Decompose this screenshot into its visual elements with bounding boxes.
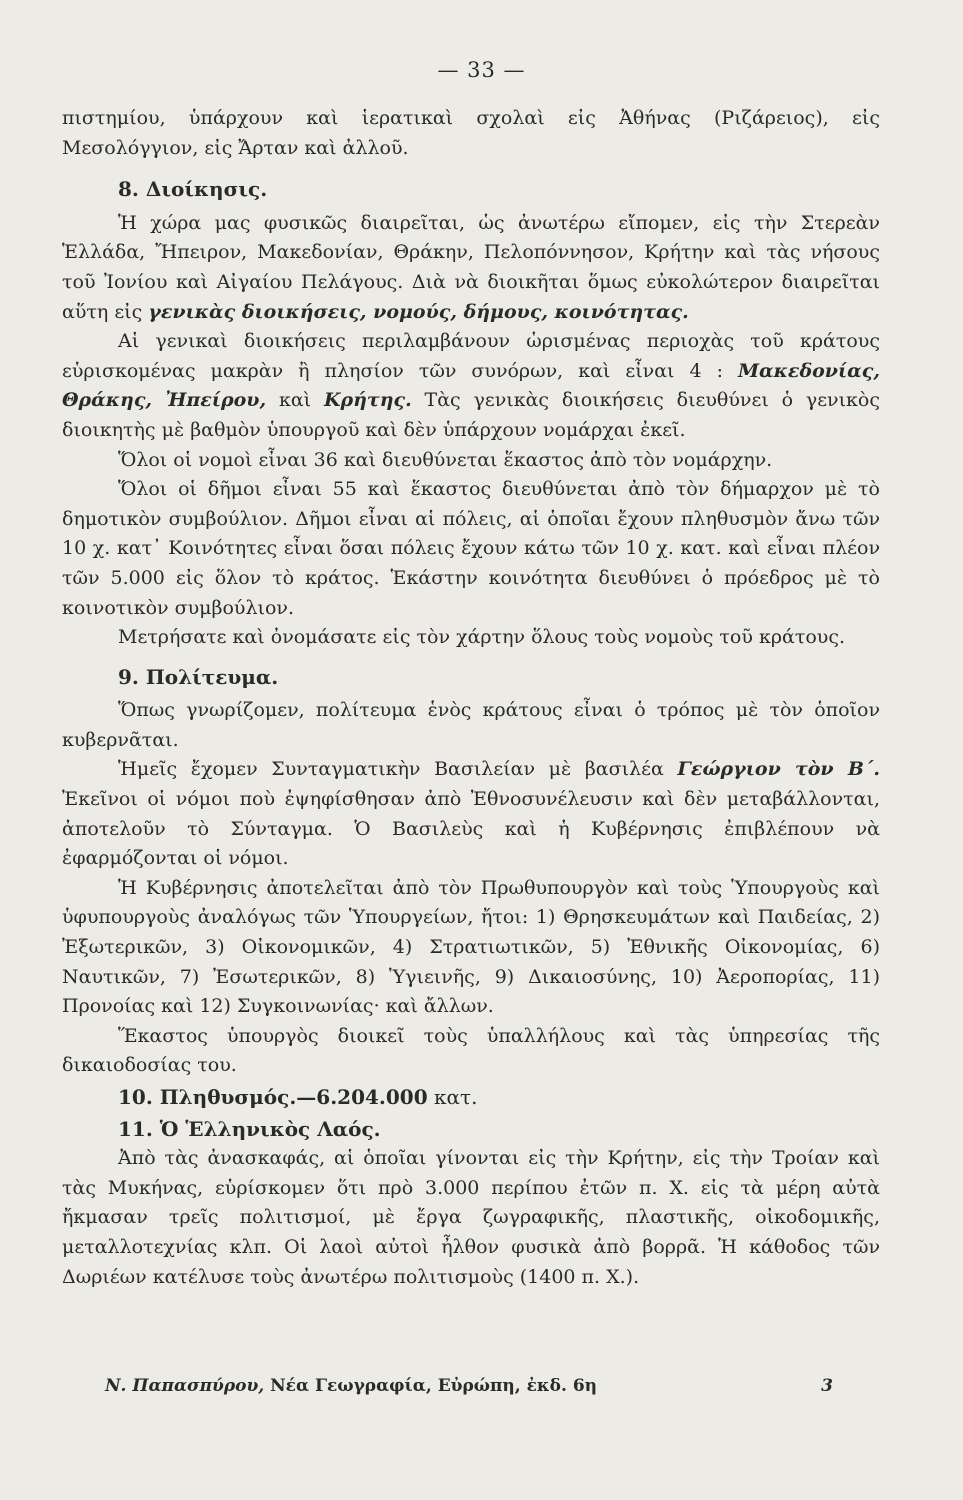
s8-p2-text-a: Αἱ γενικαὶ διοικήσεις περιλαμβάνουν ὡρισμένας περιοχὰς τοῦ κράτους εὑρισκομένας μακρὰν ἢ πλησίον τῶν συνόρων, καὶ εἶναι 4 :	[62, 330, 880, 382]
s10-unit: κατ.	[427, 1085, 478, 1109]
footer-signature: 3	[821, 1376, 833, 1396]
section-8-paragraph-3: Ὅλοι οἱ νομοὶ εἶναι 36 καὶ διευθύνεται ἕκαστος ἀπὸ τὸν νομάρχην.	[118, 448, 773, 471]
section-8-paragraph-1	[62, 209, 880, 327]
section-9-paragraph-3: Ἡ Κυβέρνησις ἀποτελεῖται ἀπὸ τὸν Πρωθυπουργὸν καὶ τοὺς Ὑπουργοὺς καὶ ὑφυπουργοὺς ἀναλόγως τῶν Ὑπουργείων, ἤτοι: 1) Θρησκευμάτων καὶ Παιδείας, 2) Ἐξωτερικῶν, 3) Οἰκονομικῶν, 4) Στρατιωτικῶν, 5) Ἐθνικῆς Οἰκονομίας, 6) Ναυτικῶν, 7) Ἐσωτερικῶν, 8) Ὑγιεινῆς, 9) Δικαιοσύνης, 10) Ἀεροπορίας, 11) Προνοίας καὶ 12) Συγκοινωνίας· καὶ ἄλλων.	[62, 876, 880, 1018]
section-11-heading: 11. Ὁ Ἑλληνικὸς Λαός.	[118, 1116, 381, 1141]
footer-author: Ν. Παπασπύρου,	[105, 1376, 265, 1396]
page-number: — 33 —	[437, 58, 526, 82]
s10-heading-text: 10. Πληθυσμός.—6.204.000	[118, 1085, 428, 1109]
section-8-heading: 8. Διοίκησις.	[118, 177, 268, 202]
intro-paragraph: πιστημίου, ὑπάρχουν καὶ ἱερατικαὶ σχολαὶ εἰς Ἀθήνας (Ριζάρειος), εἰς Μεσολόγγιον, εἰς Ἄρταν καὶ ἀλλοῦ.	[62, 107, 880, 159]
s8-p2-text-c: Τὰς γενικὰς διοικήσεις διευθύνει ὁ γενικὸς διοικητὴς μὲ βαθμὸν ὑπουργοῦ καὶ δὲν ὑπάρχουν νομάρχαι ἐκεῖ.	[62, 389, 881, 441]
section-10-heading	[62, 1083, 880, 1113]
page-footer	[105, 1376, 833, 1396]
s8-p1-text: Ἡ χώρα μας φυσικῶς διαιρεῖται, ὡς ἀνωτέρω εἴπομεν, εἰς τὴν Στερεὰν Ἑλλάδα, Ἤπειρον, Μακεδονίαν, Θράκην, Πελοπόννησον, Κρήτην καὶ τὰς νήσους τοῦ Ἰονίου καὶ Αἰγαίου Πελάγους. Διὰ νὰ διοικῆται ὅμως εὐκολώτερον διαιρεῖται αὕτη εἰς	[62, 211, 880, 323]
section-8-paragraph-5: Μετρήσατε καὶ ὀνομάσατε εἰς τὸν χάρτην ὅλους τοὺς νομοὺς τοῦ κράτους.	[118, 626, 846, 649]
section-9-heading: 9. Πολίτευμα.	[118, 664, 279, 689]
s8-p2-emphasis-2: Κρήτης.	[323, 389, 412, 412]
s8-p1-emphasis: γενικὰς διοικήσεις, νομούς, δήμους, κοινότητας.	[148, 300, 689, 323]
s9-p2-emphasis: Γεώργιον τὸν Β΄.	[677, 758, 880, 781]
s9-p2-text-a: Ἡμεῖς ἔχομεν Συνταγματικὴν Βασιλείαν μὲ βασιλέα	[118, 758, 678, 781]
section-9-paragraph-2	[62, 755, 880, 873]
section-8-paragraph-2	[62, 327, 880, 445]
section-8-paragraph-4: Ὅλοι οἱ δῆμοι εἶναι 55 καὶ ἕκαστος διευθύνεται ἀπὸ τὸν δήμαρχον μὲ τὸ δημοτικὸν συμβούλιον. Δῆμοι εἶναι αἱ πόλεις, αἱ ὁποῖαι ἔχουν πληθυσμὸν ἄνω τῶν 10 χ. κατ᾽ Κοινότητες εἶναι ὅσαι πόλεις ἔχουν κάτω τῶν 10 χ. κατ. καὶ εἶναι πλέον τῶν 5.000 εἰς ὅλον τὸ κράτος. Ἑκάστην κοινότητα διευθύνει ὁ πρόεδρος μὲ τὸ κοινοτικὸν συμβούλιον.	[62, 478, 880, 619]
page-body	[62, 104, 880, 1292]
footer-source	[105, 1376, 597, 1396]
section-9-paragraph-1: Ὅπως γνωρίζομεν, πολίτευμα ἑνὸς κράτους εἶναι ὁ τρόπος μὲ τὸν ὁποῖον κυβερνᾶται.	[62, 699, 880, 751]
s8-p2-text-b: καὶ	[266, 389, 324, 412]
s9-p2-text-b: Ἐκεῖνοι οἱ νόμοι ποὺ ἐψηφίσθησαν ἀπὸ Ἐθνοσυνέλευσιν καὶ δὲν μεταβάλλονται, ἀποτελοῦν τὸ Σύνταγμα. Ὁ Βασιλεὺς καὶ ἡ Κυβέρνησις ἐπιβλέπουν νὰ ἐφαρμόζονται οἱ νόμοι.	[62, 788, 880, 870]
footer-title: Νέα Γεωγραφία, Εὐρώπη, ἐκδ. 6η	[264, 1376, 598, 1396]
section-11-paragraph-1: Ἀπὸ τὰς ἀνασκαφάς, αἱ ὁποῖαι γίνονται εἰς τὴν Κρήτην, εἰς τὴν Τροίαν καὶ τὰς Μυκήνας, εὑρίσκομεν ὅτι πρὸ 3.000 περίπου ἐτῶν π. Χ. εἰς τὰ μέρη αὐτὰ ἤκμασαν τρεῖς πολιτισμοί, μὲ ἔργα ζωγραφικῆς, πλαστικῆς, οἰκοδομικῆς, μεταλλοτεχνίας κλπ. Οἱ λαοὶ αὐτοὶ ἦλθον φυσικὰ ἀπὸ βορρᾶ. Ἡ κάθοδος τῶν Δωριέων κατέλυσε τοὺς ἀνωτέρω πολιτισμοὺς (1400 π. Χ.).	[62, 1147, 880, 1288]
s8-p2-emphasis: Μακεδονίας, Θράκης, Ἠπείρου,	[62, 359, 880, 412]
section-9-paragraph-4: Ἕκαστος ὑπουργὸς διοικεῖ τοὺς ὑπαλλήλους καὶ τὰς ὑπηρεσίας τῆς δικαιοδοσίας του.	[62, 1024, 880, 1077]
